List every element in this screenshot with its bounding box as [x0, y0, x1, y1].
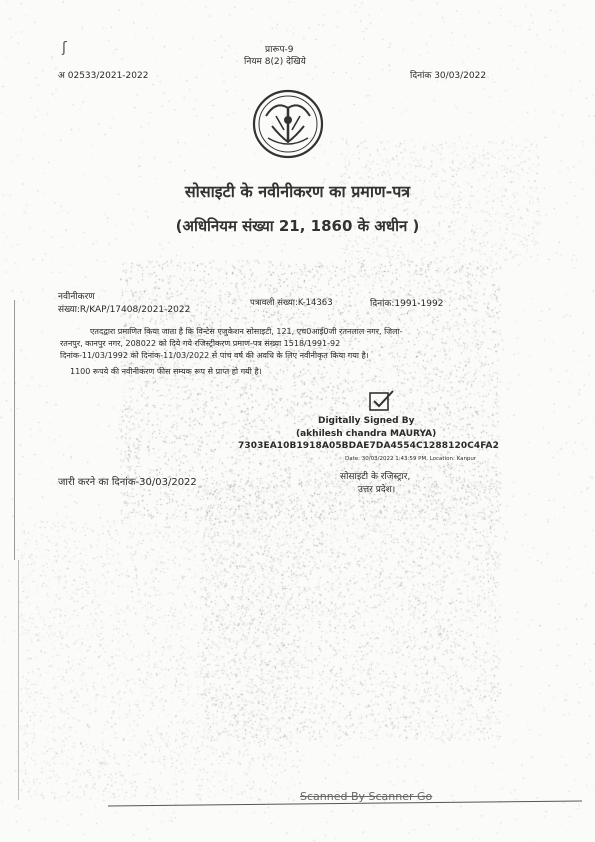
signature-timestamp: Date: 30/03/2022 1:43:59 PM, Location: Kanpur [345, 456, 477, 462]
pen-mark-icon: ʃ [62, 40, 67, 56]
file-number: पत्रावली संख्या:K-14363 [250, 298, 333, 308]
form-number: प्रारूप-9 [265, 45, 294, 55]
signer-name: (akhilesh chandra MAURYA) [296, 429, 437, 439]
certificate-subtitle: (अधिनियम संख्या 21, 1860 के अधीन ) [175, 217, 420, 235]
signature-hash: 7303EA10B1918A05BDAE7DA4554C1288120C4FA2 [238, 441, 499, 451]
registrar-title: सोसाइटी के रजिस्ट्रार, [340, 472, 411, 482]
scanner-watermark: Scanned By Scanner Go [300, 790, 433, 803]
certificate-title: सोसाइटी के नवीनीकरण का प्रमाण-पत्र [184, 182, 411, 201]
header-date: दिनांक 30/03/2022 [410, 71, 487, 81]
scan-edge-line [18, 560, 19, 800]
digital-signature-label: Digitally Signed By [318, 416, 415, 426]
body-text-line: दिनांक-11/03/1992 को दिनांक-11/03/2022 से पांच वर्ष की अवधि के लिए नवीनीकृत किया गया है। [60, 351, 369, 360]
body-text-line: एतदद्वारा प्रमाणित किया जाता है कि विन्टेस एजुकेशन सोसाइटी, 121, एच0आई0जी रतनलाल नगर, जिला- [90, 327, 403, 336]
registrar-state: उत्तर प्रदेश। [358, 485, 396, 495]
renewal-label: नवीनीकरण [58, 292, 95, 302]
reference-number: अ 02533/2021-2022 [58, 71, 149, 81]
scan-edge-line [14, 300, 15, 560]
rule-reference: नियम 8(2) देखिये [244, 57, 306, 67]
up-government-emblem-icon [246, 86, 330, 162]
registration-number: संख्या:R/KAP/17408/2021-2022 [58, 305, 191, 315]
checkmark-box-icon [368, 389, 396, 413]
issue-date: जारी करने का दिनांक-30/03/2022 [58, 477, 197, 488]
body-text-line: रतनपुर, कानपुर नगर, 208022 को दिये गये रजिस्ट्रीकरण प्रमाण-पत्र संख्या 1518/1991-92 [60, 339, 341, 348]
fee-text-line: 1100 रूपये की नवीनीकरण फीस सम्यक रूप से प्राप्त हो गयी है। [70, 367, 262, 376]
registration-date-range: दिनांक:1991-1992 [370, 299, 444, 309]
